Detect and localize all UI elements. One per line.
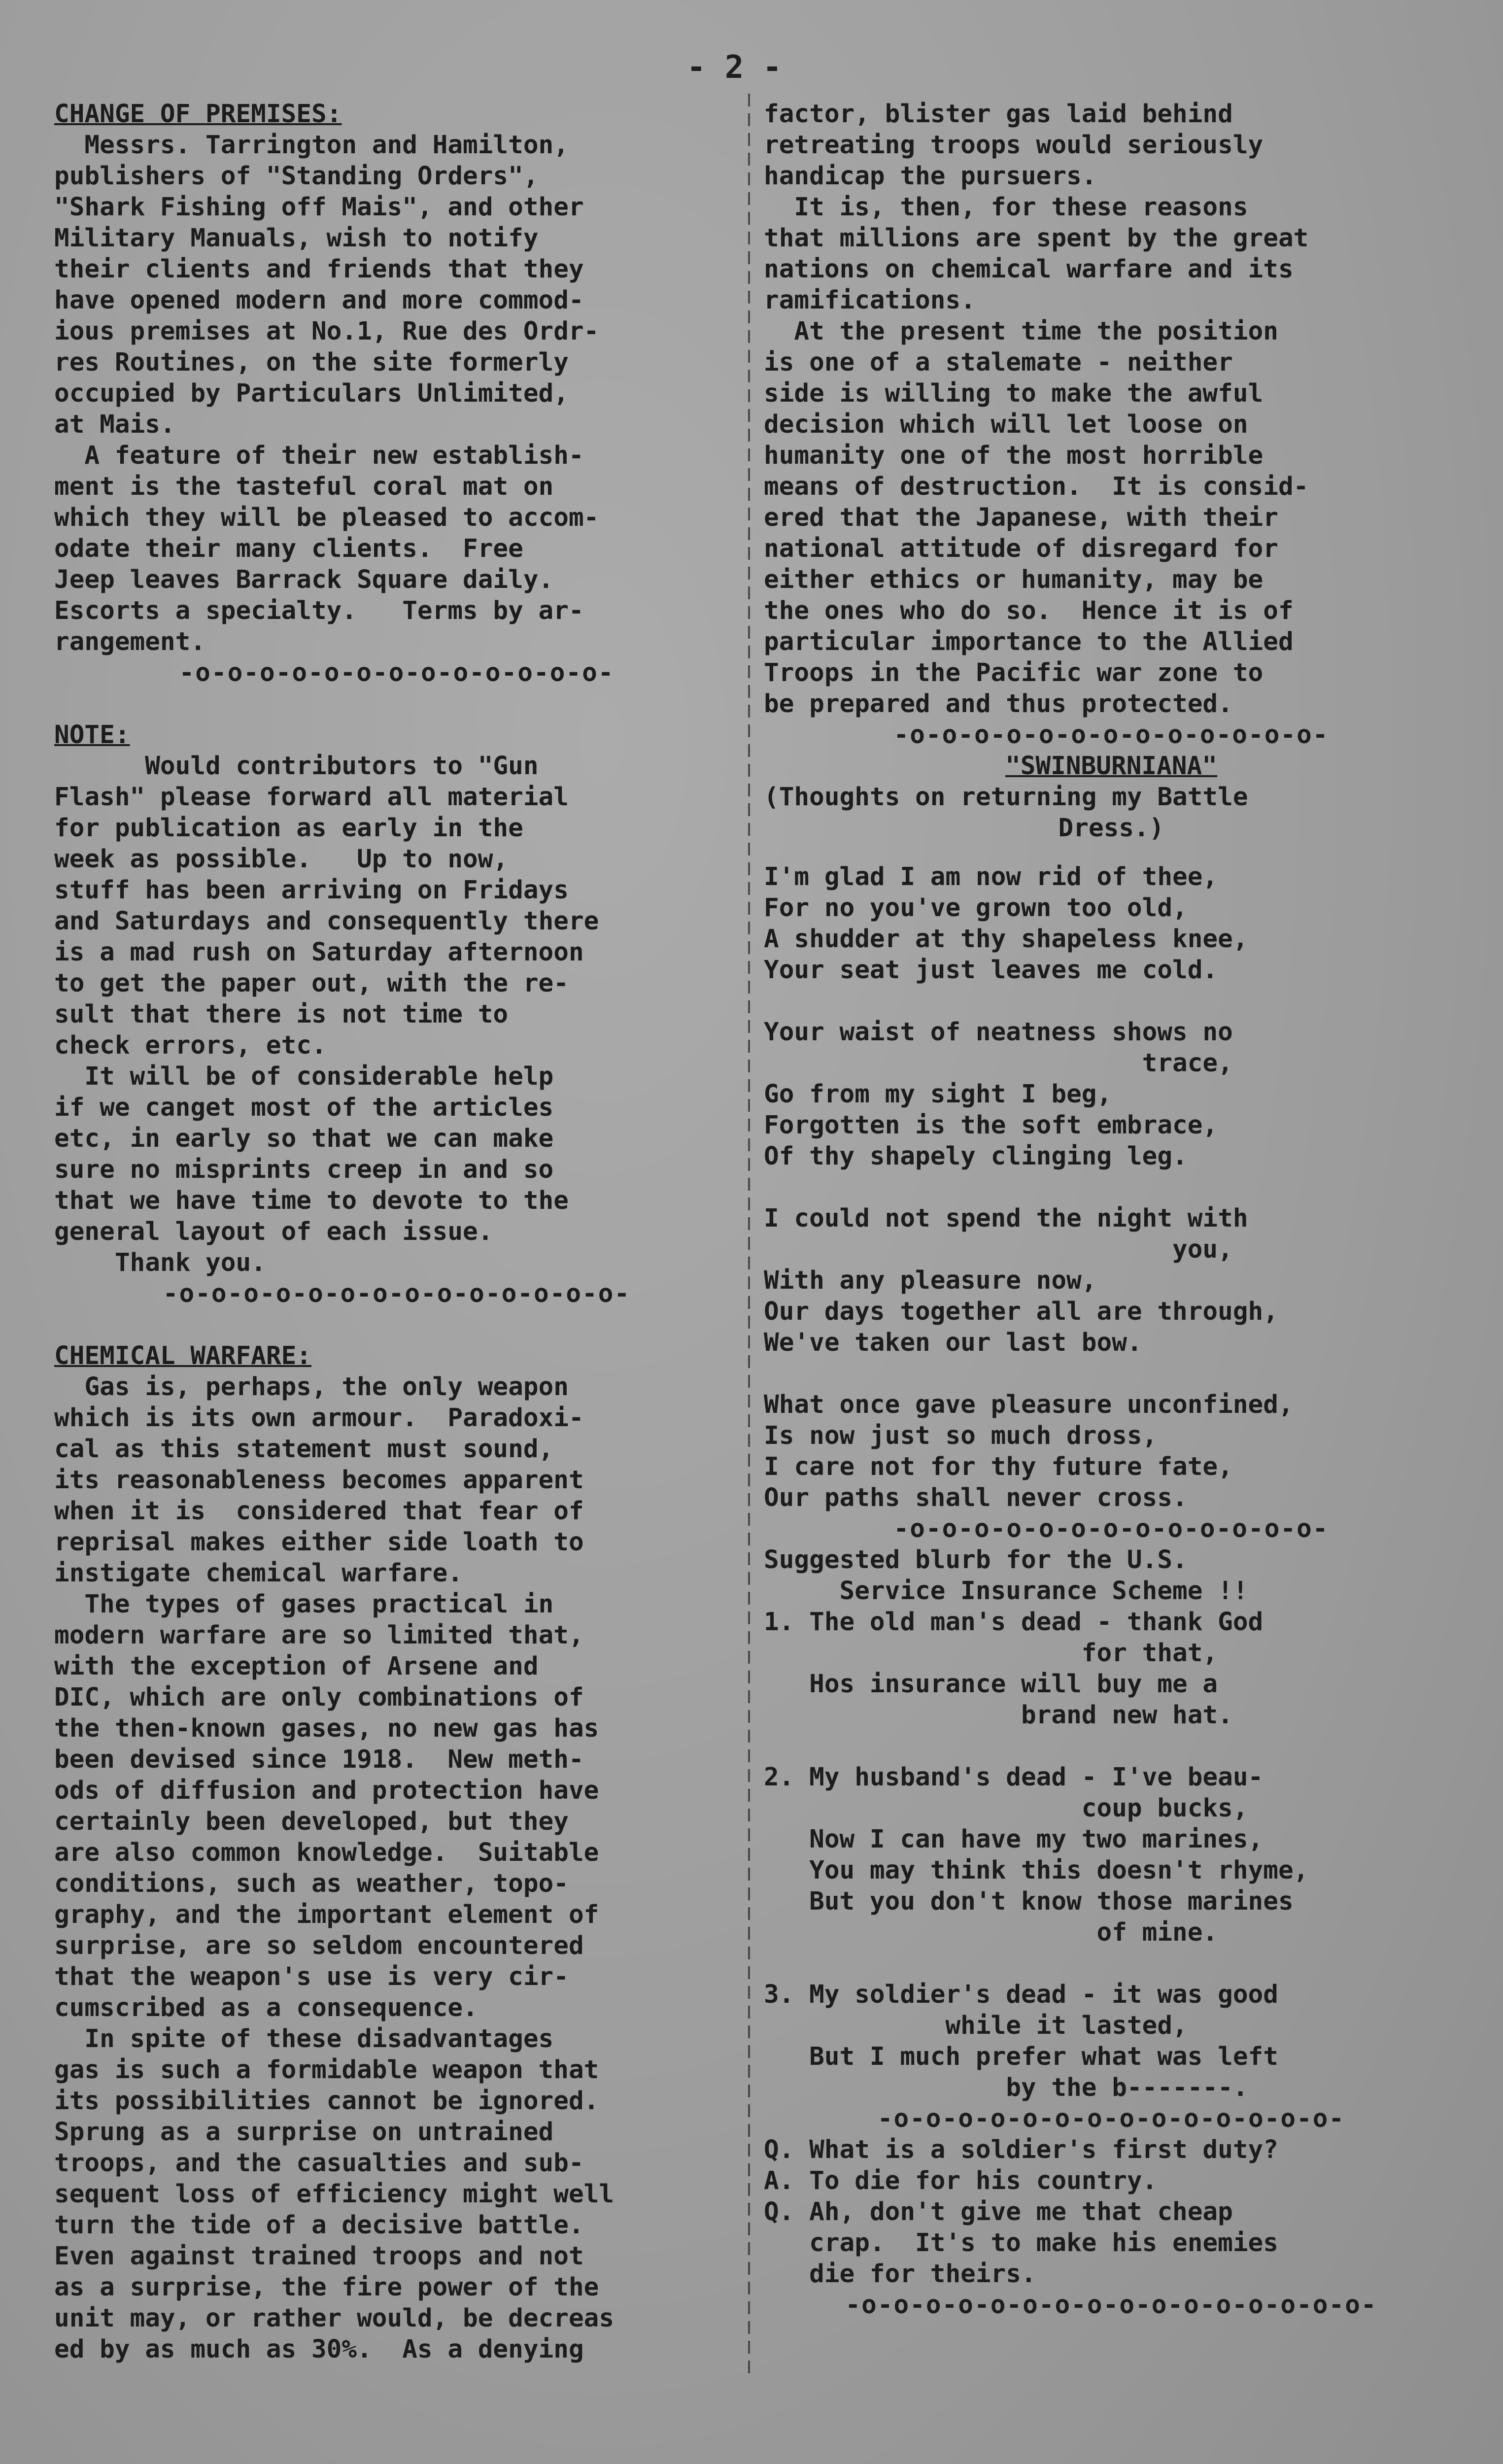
text-line: In spite of these disadvantages <box>54 2024 554 2053</box>
text-line: the then-known gases, no new gas has <box>54 1714 599 1743</box>
spacer <box>764 1358 1459 1389</box>
text-line: Thank you. <box>54 1248 266 1277</box>
text-line: Dress.) <box>1058 814 1164 843</box>
text-line: Messrs. Tarrington and Hamilton, <box>54 131 569 160</box>
text-line: that the weapon's use is very cir- <box>54 1962 569 1991</box>
text-line: res Routines, on the site formerly <box>54 348 569 377</box>
text-line: Jeep leaves Barrack Square daily. <box>54 565 554 594</box>
section-separator: -o-o-o-o-o-o-o-o-o-o-o-o-o-o-o-o- <box>845 2291 1377 2320</box>
text-line: What once gave pleasure unconfined, <box>764 1390 1294 1419</box>
spacer <box>764 1172 1459 1203</box>
text-line: as a surprise, the fire power of the <box>54 2273 599 2302</box>
text-line: troops, and the casualties and sub- <box>54 2149 584 2178</box>
text-line: national attitude of disregard for <box>764 534 1278 563</box>
text-line: at Mais. <box>54 410 175 439</box>
text-line: Even against trained troops and not <box>54 2242 584 2271</box>
text-line: general layout of each issue. <box>54 1217 493 1246</box>
text-line: sequent loss of efficiency might well <box>54 2180 615 2209</box>
section-separator: -o-o-o-o-o-o-o-o-o-o-o-o-o-o- <box>877 2104 1345 2133</box>
text-line: A. To die for his country. <box>764 2166 1158 2195</box>
text-line: Q. What is a soldier's first duty? <box>764 2135 1278 2164</box>
text-line: certainly been developed, but they <box>54 1807 569 1836</box>
text-line: retreating troops would seriously <box>764 131 1264 160</box>
text-line: Flash" please forward all material <box>54 783 569 812</box>
text-line: DIC, which are only combinations of <box>54 1683 584 1712</box>
page-number: - 2 - <box>686 49 782 86</box>
text-line: It is, then, for these reasons <box>764 193 1248 222</box>
text-line: Service Insurance Scheme !! <box>764 1576 1248 1606</box>
poem-title: "SWINBURNIANA" <box>1005 752 1217 781</box>
text-line: humanity one of the most horrible <box>764 441 1264 470</box>
text-line: A feature of their new establish- <box>54 441 584 470</box>
text-line: brand new hat. <box>764 1701 1233 1730</box>
text-line: check errors, etc. <box>54 1031 327 1060</box>
text-line: I care not for thy future fate, <box>764 1452 1233 1481</box>
text-line: crap. It's to make his enemies <box>764 2228 1278 2258</box>
text-line: The types of gases practical in <box>54 1590 554 1619</box>
text-line: which they will be pleased to accom- <box>54 503 599 532</box>
text-line: unit may, or rather would, be decreas <box>54 2304 615 2333</box>
text-line: surprise, are so seldom encountered <box>54 1931 584 1960</box>
text-line: Our paths shall never cross. <box>764 1483 1188 1512</box>
text-line: Your seat just leaves me cold. <box>764 956 1218 985</box>
text-line: Is now just so much dross, <box>764 1421 1158 1450</box>
text-line: is one of a stalemate - neither <box>764 348 1233 377</box>
text-line: ods of diffusion and protection have <box>54 1776 599 1805</box>
text-line: you, <box>764 1235 1233 1264</box>
text-line: when it is considered that fear of <box>54 1497 584 1526</box>
text-line: But I much prefer what was left <box>764 2042 1278 2071</box>
text-line: for that, <box>764 1639 1218 1668</box>
text-line: I could not spend the night with <box>764 1204 1248 1233</box>
text-line: been devised since 1918. New meth- <box>54 1745 584 1774</box>
text-line: etc, in early so that we can make <box>54 1124 554 1153</box>
text-line: cumscribed as a consequence. <box>54 1993 478 2022</box>
text-line: 2. My husband's dead - I've beau- <box>764 1763 1264 1792</box>
text-line: sult that there is not time to <box>54 1000 509 1029</box>
text-line: Escorts a specialty. Terms by ar- <box>54 596 584 625</box>
spacer <box>54 688 739 719</box>
text-line: side is willing to make the awful <box>764 379 1264 408</box>
section-heading: NOTE: <box>54 720 130 750</box>
text-line: You may think this doesn't rhyme, <box>764 1856 1309 1885</box>
text-line: are also common knowledge. Suitable <box>54 1838 599 1867</box>
text-line: ered that the Japanese, with their <box>764 503 1278 532</box>
text-line: coup bucks, <box>764 1794 1248 1823</box>
text-line: Now I can have my two marines, <box>764 1825 1264 1854</box>
text-line: Q. Ah, don't give me that cheap <box>764 2197 1233 2226</box>
text-line: rangement. <box>54 627 206 656</box>
text-line: ramifications. <box>764 286 976 315</box>
text-line: have opened modern and more commod- <box>54 286 584 315</box>
spacer <box>764 844 1459 861</box>
spacer <box>764 1731 1459 1762</box>
text-line: 1. The old man's dead - thank God <box>764 1608 1264 1637</box>
text-line: "Shark Fishing off Mais", and other <box>54 193 584 222</box>
text-line: stuff has been arriving on Fridays <box>54 876 569 905</box>
text-line: their clients and friends that they <box>54 255 584 284</box>
text-line: I'm glad I am now rid of thee, <box>764 862 1218 891</box>
text-line: is a mad rush on Saturday afternoon <box>54 938 584 967</box>
text-line: conditions, such as weather, topo- <box>54 1869 569 1898</box>
text-line: ment is the tasteful coral mat on <box>54 472 554 501</box>
text-line: particular importance to the Allied <box>764 627 1294 656</box>
text-line: odate their many clients. Free <box>54 534 523 563</box>
text-line: reprisal makes either side loath to <box>54 1528 584 1557</box>
text-line: Suggested blurb for the U.S. <box>764 1545 1188 1574</box>
text-line: that we have time to devote to the <box>54 1186 569 1215</box>
text-line: For no you've grown too old, <box>764 893 1188 923</box>
text-line: means of destruction. It is consid- <box>764 472 1309 501</box>
text-line: publishers of "Standing Orders", <box>54 162 539 191</box>
text-line: Of thy shapely clinging leg. <box>764 1142 1188 1171</box>
text-line: turn the tide of a decisive battle. <box>54 2211 584 2240</box>
text-line: Would contributors to "Gun <box>54 752 539 781</box>
text-line: Military Manuals, wish to notify <box>54 224 539 253</box>
text-line: trace, <box>764 1049 1233 1078</box>
text-line: either ethics or humanity, may be <box>764 565 1264 594</box>
text-line: graphy, and the important element of <box>54 1900 599 1929</box>
text-line: Troops in the Pacific war zone to <box>764 658 1264 687</box>
section-separator: -o-o-o-o-o-o-o-o-o-o-o-o-o- <box>893 720 1329 750</box>
text-line: But you don't know those marines <box>764 1887 1294 1916</box>
text-line: which is its own armour. Paradoxi- <box>54 1403 584 1433</box>
text-line: be prepared and thus protected. <box>764 689 1233 719</box>
text-line: modern warfare are so limited that, <box>54 1621 584 1650</box>
text-line: ed by as much as 30%. As a denying <box>54 2335 584 2364</box>
text-line: its possibilities cannot be ignored. <box>54 2087 599 2116</box>
section-separator: -o-o-o-o-o-o-o-o-o-o-o-o-o- <box>179 658 615 687</box>
text-line: gas is such a formidable weapon that <box>54 2055 599 2085</box>
text-line: Gas is, perhaps, the only weapon <box>54 1372 569 1402</box>
section-separator: -o-o-o-o-o-o-o-o-o-o-o-o-o-o- <box>163 1279 631 1308</box>
spacer <box>764 986 1459 1017</box>
text-line: by the b-------. <box>764 2073 1248 2102</box>
text-line: (Thoughts on returning my Battle <box>764 783 1248 812</box>
text-line: Go from my sight I beg, <box>764 1080 1112 1109</box>
text-line: Your waist of neatness shows no <box>764 1018 1233 1047</box>
text-line: 3. My soldier's dead - it was good <box>764 1980 1278 2009</box>
column-divider <box>748 94 750 2380</box>
text-line: At the present time the position <box>764 317 1278 346</box>
text-line: nations on chemical warfare and its <box>764 255 1294 284</box>
text-line: sure no misprints creep in and so <box>54 1155 554 1184</box>
text-line: A shudder at thy shapeless knee, <box>764 924 1248 954</box>
text-line: while it lasted, <box>764 2011 1188 2040</box>
text-line: factor, blister gas laid behind <box>764 100 1233 129</box>
text-line: its reasonableness becomes apparent <box>54 1466 584 1495</box>
text-line: Hos insurance will buy me a <box>764 1670 1218 1699</box>
text-line: handicap the pursuers. <box>764 162 1097 191</box>
section-heading: CHEMICAL WARFARE: <box>54 1341 311 1370</box>
text-line: occupied by Particulars Unlimited, <box>54 379 569 408</box>
text-line: if we canget most of the articles <box>54 1093 554 1122</box>
text-line: die for theirs. <box>764 2259 1036 2289</box>
section-heading: CHANGE OF PREMISES: <box>54 100 342 129</box>
spacer <box>764 1948 1459 1979</box>
left-column <box>54 99 739 2365</box>
text-line: With any pleasure now, <box>764 1266 1097 1295</box>
text-line: decision which will let loose on <box>764 410 1248 439</box>
text-line: ious premises at No.1, Rue des Ordr- <box>54 317 599 346</box>
text-line: cal as this statement must sound, <box>54 1435 554 1464</box>
text-line: We've taken our last bow. <box>764 1328 1142 1357</box>
text-line: of mine. <box>764 1918 1218 1947</box>
text-line: for publication as early in the <box>54 814 523 843</box>
text-line: Our days together all are through, <box>764 1297 1278 1326</box>
text-line: with the exception of Arsene and <box>54 1652 539 1681</box>
text-line: Forgotten is the soft embrace, <box>764 1111 1218 1140</box>
text-line: that millions are spent by the great <box>764 224 1309 253</box>
spacer <box>54 1309 739 1340</box>
section-separator: -o-o-o-o-o-o-o-o-o-o-o-o-o- <box>893 1514 1329 1543</box>
text-line: It will be of considerable help <box>54 1062 554 1091</box>
text-line: to get the paper out, with the re- <box>54 969 569 998</box>
text-line: the ones who do so. Hence it is of <box>764 596 1294 625</box>
right-column <box>764 99 1459 2321</box>
text-line: Sprung as a surprise on untrained <box>54 2118 554 2147</box>
text-line: week as possible. Up to now, <box>54 845 509 874</box>
text-line: and Saturdays and consequently there <box>54 907 599 936</box>
text-line: instigate chemical warfare. <box>54 1559 463 1588</box>
